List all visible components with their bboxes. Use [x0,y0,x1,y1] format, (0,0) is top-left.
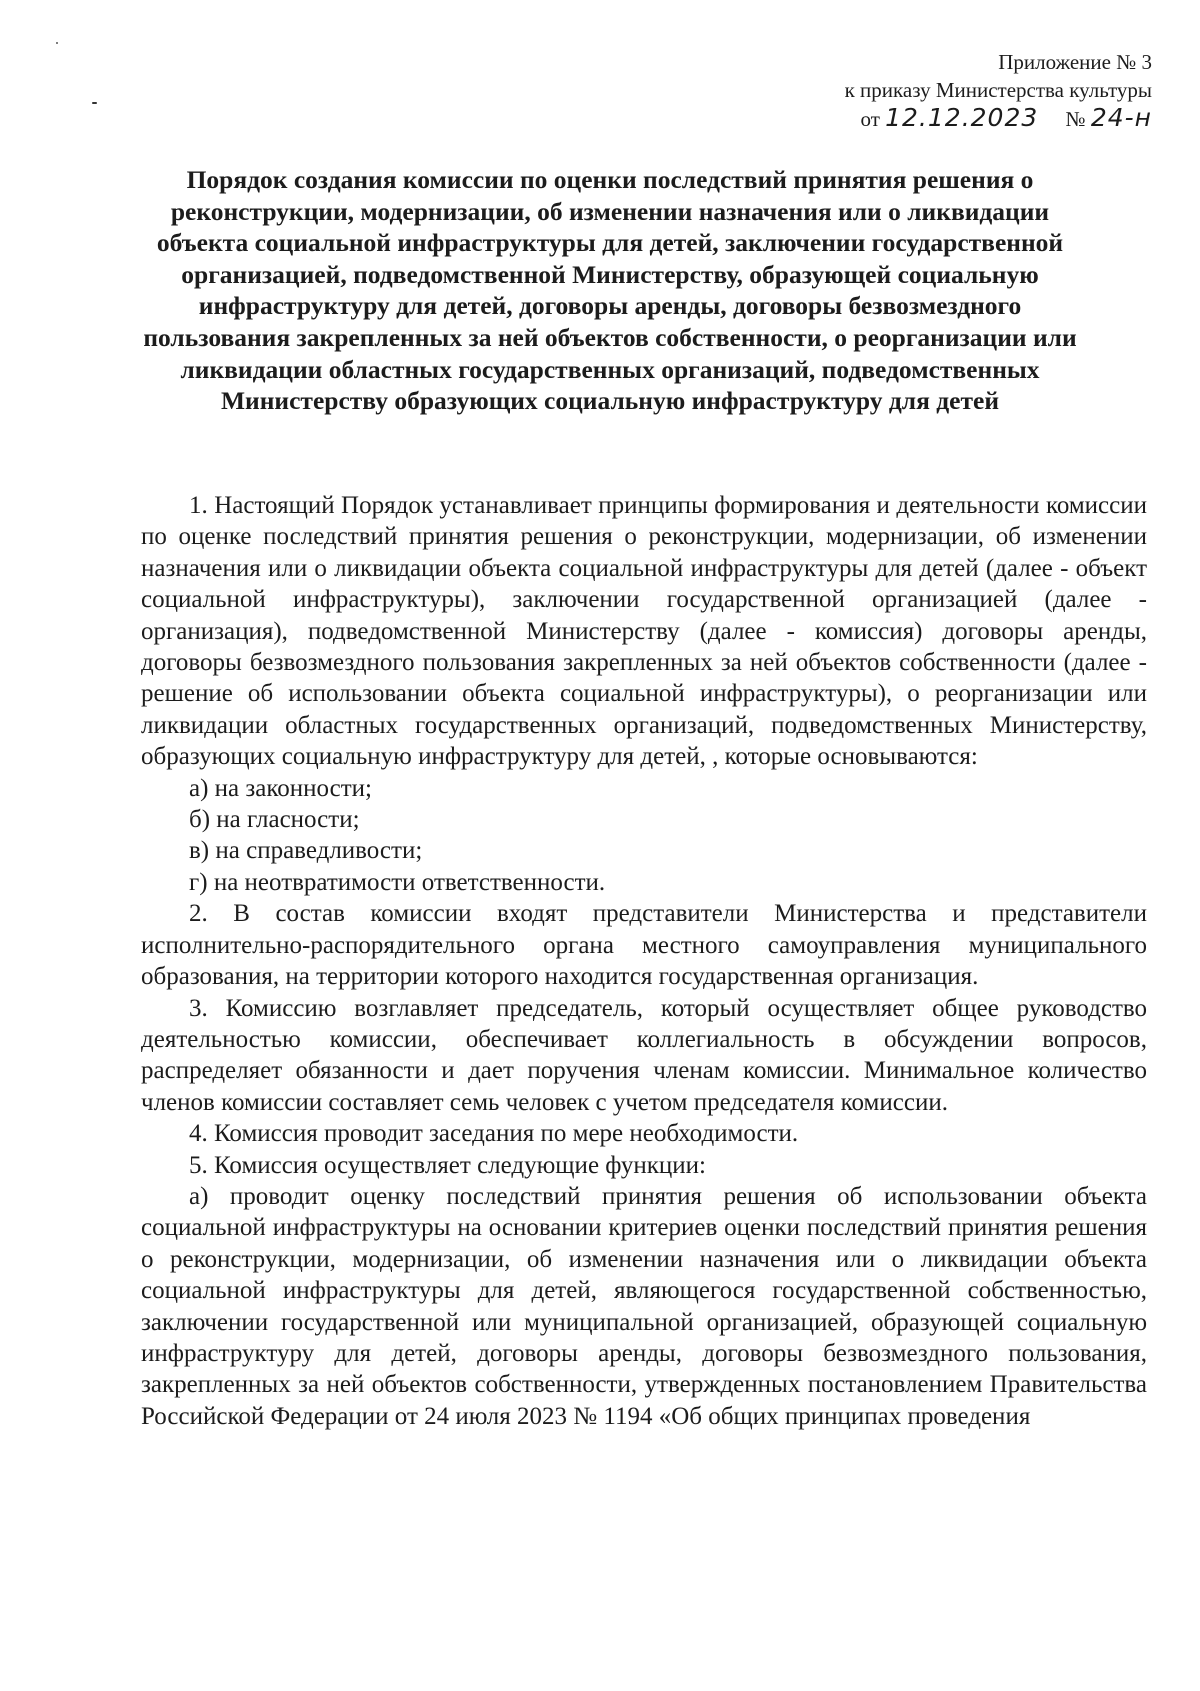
order-reference: к приказу Министерства культуры [844,78,1152,102]
paragraph-3: 3. Комиссию возглавляет председатель, который осуществляет общее руководство деятельностью комиссии, обеспечивает коллегиальность в обсуждении вопросов, распределяет обязанности и дает поручения членам комиссии. Минимальное количество членов комиссии составляет семь человек с учетом председателя комиссии. [141,994,1147,1116]
paragraph-2: 2. В состав комиссии входят представители Министерства и представители исполнительно-распорядительного органа местного самоуправления муниципального образования, на территории которого находится государственная организация. [141,900,1147,991]
list-item: б) на гласности; [189,806,360,834]
paragraph-4: 4. Комиссия проводит заседания по мере необходимости. [189,1120,799,1148]
appendix-header [845,48,1152,133]
handwritten-date: 12.12.2023 [885,103,1039,132]
from-label: от [860,107,880,131]
list-item: а) на законности; [189,774,372,802]
number-label: № [1065,107,1086,131]
list-item: г) на неотвратимости ответственности. [189,868,606,896]
list-item: в) на справедливости; [189,837,423,865]
paragraph-1: 1. Настоящий Порядок устанавливает принципы формирования и деятельности комиссии по оценке последствий принятия решения о реконструкции, модернизации, об изменении назначения или о ликвидации объекта социальной инфраструктуры для детей (далее - объект социальной инфраструктуры), заключении государственной организацией (далее - организация), подведомственной Министерству (далее - комиссия) договоры аренды, договоры безвозмездного пользования закрепленных за ней объектов собственности (далее - решение об использовании объекта социальной инфраструктуры), о реорганизации или ликвидации областных государственных организаций, подведомственных Министерству, образующих социальную инфраструктуру для детей, , которые основываются: [141,492,1147,771]
document-title: Порядок создания комиссии по оценки последствий принятия решения о реконструкции, модернизации, об изменении назначения или о ликвидации объекта социальной инфраструктуры для детей, заключении государственной организацией, подведомственной Министерству, образующей социальную инфраструктуру для детей, договоры аренды, договоры безвозмездного пользования закрепленных за ней объектов собственности, о реорганизации или ликвидации областных государственных организаций, подведомственных Министерству образующих социальную инфраструктуру для детей [143,165,1077,416]
handwritten-number: 24-н [1090,103,1152,132]
paragraph-5: 5. Комиссия осуществляет следующие функции: [189,1151,706,1179]
scan-speck [56,42,58,44]
paragraph-5a: а) проводит оценку последствий принятия решения об использовании объекта социальной инфраструктуры на основании критериев оценки последствий принятия решения о реконструкции, модернизации, об изменении назначения или о ликвидации объекта социальной инфраструктуры для детей, являющегося государственной собственностью, заключении государственной или муниципальной организацией, образующей социальную инфраструктуру для детей, договоры аренды, договоры безвозмездного пользования, закрепленных за ней объектов собственности, утвержденных постановлением Правительства Российской Федерации от 24 июля 2023 № 1194 «Об общих принципах проведения [141,1182,1147,1430]
order-date-line [845,104,1152,133]
scan-speck [92,102,97,104]
appendix-number: Приложение № 3 [998,50,1152,74]
document-body [141,490,1147,1432]
